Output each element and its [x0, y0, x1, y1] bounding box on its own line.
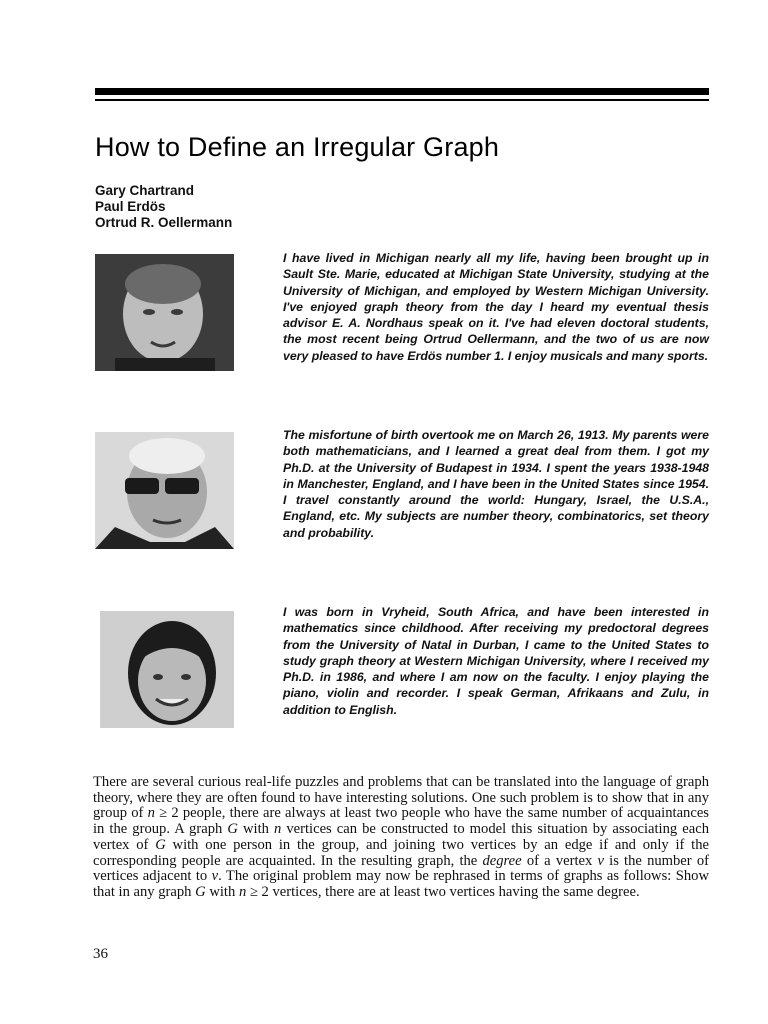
- author-name: Gary Chartrand: [95, 183, 195, 198]
- author-photo-oellermann: [100, 611, 234, 728]
- page-number: 36: [93, 946, 108, 962]
- article-title: How to Define an Irregular Graph: [95, 132, 500, 162]
- math-variable: G: [155, 836, 166, 853]
- header-rule-thick: [95, 88, 709, 95]
- author-bio-chartrand: I have lived in Michigan nearly all my life, having been brought up in Sault Ste. Marie, educated at Michigan State University, studying at the University of Michigan, and employed by Western Michigan University. I've enjoyed graph theory from the day I heard my eventual thesis advisor E. A. Nordhaus speak on it. I've had eleven doctoral students, the most recent being Ortrud Oellermann, and the two of us are now very pleased to have Erdös number 1. I enjoy musicals and many sports.: [283, 251, 709, 363]
- body-text-run: vertices can be constructed to model this situation by associating each vertex of: [93, 821, 709, 853]
- body-text-run: is the number of vertices adjacent to: [93, 852, 709, 885]
- math-variable: v: [597, 852, 604, 869]
- author-name: Paul Erdös: [95, 199, 166, 214]
- body-paragraph: [93, 775, 709, 901]
- body-text-run: with one person in the group, and joining two vertices by an edge if and only if the corresponding people are acquainted. In the resulting graph, the: [93, 836, 709, 869]
- body-text-run: with: [237, 821, 274, 838]
- author-photo-erdos: [95, 432, 234, 549]
- math-variable: n: [238, 883, 247, 900]
- body-text-run: ≥ 2 vertices, there are at least two vertices having the same degree.: [246, 883, 640, 900]
- math-variable: v: [211, 868, 219, 885]
- body-text-run: with: [205, 883, 239, 900]
- author-photo-chartrand: [95, 254, 234, 371]
- author-list: [95, 183, 232, 231]
- body-text-run: ≥ 2 people, there are always at least two people who have the same number of acquaintances in the group. A graph: [93, 805, 709, 838]
- math-variable: n: [147, 805, 155, 822]
- author-bio-oellermann: I was born in Vryheid, South Africa, and have been interested in mathematics since childhood. After receiving my predoctoral degrees from the University of Natal in Durban, I came to the United States to study graph theory at Western Michigan University, where I received my Ph.D. in 1986, and where I am now on the faculty. I enjoy playing the piano, violin and recorder. I speak German, Afrikaans and Zulu, in addition to English.: [283, 605, 709, 717]
- math-variable: G: [227, 821, 238, 838]
- body-text-run: . The original problem may now be rephrased in terms of graphs as follows: Show that in any graph: [93, 868, 709, 900]
- header-rule-thin: [95, 99, 709, 101]
- body-text-run: of a vertex: [521, 852, 598, 869]
- author-bio-erdos: The misfortune of birth overtook me on March 26, 1913. My parents were both mathematicians, and I learned a great deal from them. I got my Ph.D. at the University of Budapest in 1934. I spent the years 1938-1948 in Manchester, England, and I have been in the United States since 1954. I travel constantly around the world: Hungary, Israel, the U.S.A., England, etc. My subjects are number theory, combinatorics, set theory and probability.: [283, 428, 709, 540]
- term-emphasis: degree: [482, 852, 522, 869]
- author-name: Ortrud R. Oellermann: [95, 215, 233, 230]
- math-variable: G: [195, 883, 206, 900]
- body-text-run: There are several curious real-life puzzles and problems that can be translated into the language of graph theory, where they are often found to have interesting solutions. One such problem is to show that in any group of: [93, 774, 709, 822]
- math-variable: n: [273, 821, 282, 838]
